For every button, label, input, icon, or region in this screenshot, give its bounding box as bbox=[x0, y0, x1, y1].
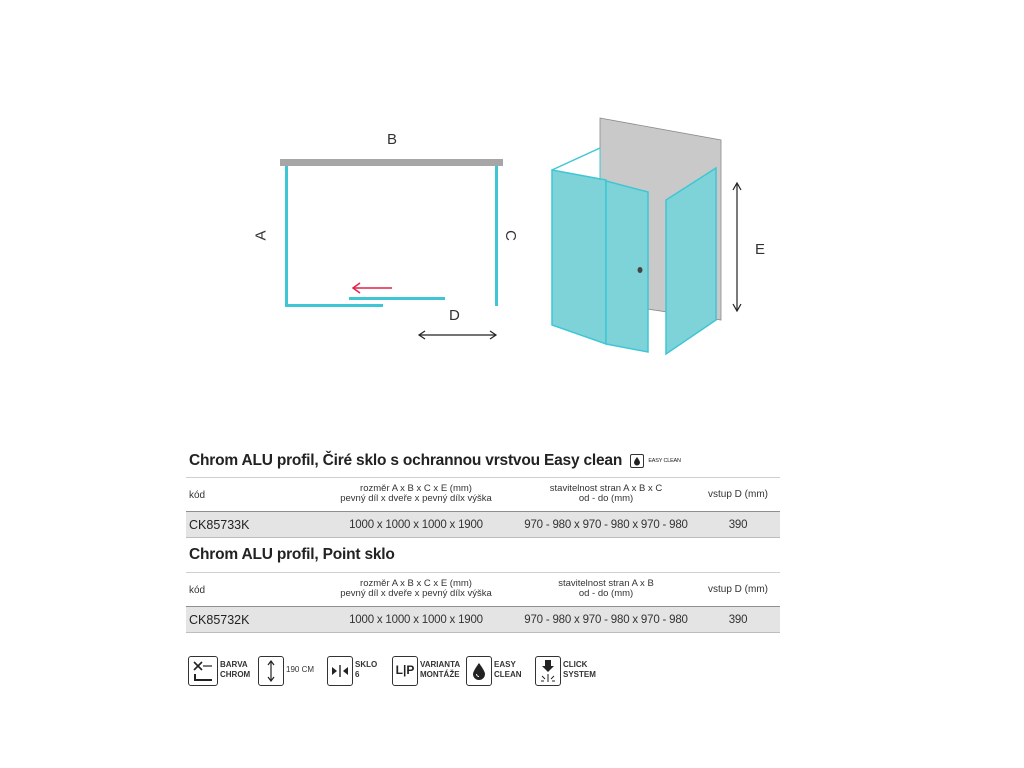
header-entry: vstup D (mm) bbox=[708, 489, 768, 500]
easy-clean-badge-text: EASY CLEAN bbox=[648, 457, 681, 464]
dimension-label-d: D bbox=[449, 307, 460, 324]
left-right-mount-icon bbox=[392, 656, 418, 686]
header-adjust-line1: stavitelnost stran A x B bbox=[558, 578, 654, 589]
dimension-label-e: E bbox=[755, 241, 766, 258]
header-adjust-line2: od - do (mm) bbox=[578, 493, 634, 504]
section1-title-text: Chrom ALU profil, Čiré sklo s ochrannou vrstvou Easy clean bbox=[189, 452, 623, 469]
row-dims: 1000 x 1000 x 1000 x 1900 bbox=[349, 614, 483, 626]
easy-clean-badge-icon bbox=[630, 454, 644, 468]
feature-label-mount-2: MONTÁŽE bbox=[420, 670, 460, 679]
dimension-label-c: C bbox=[501, 230, 519, 241]
feature-label-click-1: CLICK bbox=[563, 660, 588, 669]
bottom-fixed-panel bbox=[285, 304, 383, 307]
header-code: kód bbox=[189, 585, 206, 596]
header-code: kód bbox=[189, 490, 206, 501]
feature-label-height: 190 CM bbox=[286, 665, 315, 674]
chrome-profile-icon bbox=[188, 656, 218, 686]
sliding-door bbox=[349, 297, 445, 300]
row-adjust: 970 - 980 x 970 - 980 x 970 - 980 bbox=[524, 519, 688, 531]
row-entry: 390 bbox=[728, 614, 748, 626]
header-entry: vstup D (mm) bbox=[708, 584, 768, 595]
floor-plan-diagram bbox=[250, 125, 520, 355]
row-code: CK85732K bbox=[189, 613, 250, 627]
dimension-label-b: B bbox=[387, 131, 398, 148]
section2-header-row bbox=[186, 572, 780, 607]
right-side-panel bbox=[666, 168, 716, 354]
header-dims-line2: pevný díl x dveře x pevný dílx výška bbox=[340, 493, 492, 504]
feature-label-color-2: CHROM bbox=[220, 670, 251, 679]
row-entry: 390 bbox=[728, 519, 748, 531]
water-drop-icon bbox=[466, 656, 492, 686]
floor-plan-svg bbox=[250, 125, 520, 355]
section1-header-row bbox=[186, 477, 780, 512]
panel-c bbox=[495, 166, 498, 306]
header-dims-line1: rozměr A x B x C x E (mm) bbox=[360, 483, 472, 494]
table-row bbox=[186, 512, 780, 538]
dimension-label-a: A bbox=[252, 230, 270, 241]
section2-title-text: Chrom ALU profil, Point sklo bbox=[189, 546, 395, 563]
enclosure-svg bbox=[548, 112, 788, 362]
mount-glyph: L|P bbox=[395, 663, 415, 677]
feature-icons-row bbox=[186, 654, 626, 688]
row-code: CK85733K bbox=[189, 518, 250, 532]
feature-label-mount-1: VARIANTA bbox=[420, 660, 461, 669]
top-wall-profile bbox=[280, 159, 503, 166]
enclosure-3d-diagram bbox=[548, 112, 788, 362]
header-adjust-line2: od - do (mm) bbox=[578, 588, 634, 599]
row-adjust: 970 - 980 x 970 - 980 x 970 - 980 bbox=[524, 614, 688, 626]
header-dims-line1: rozměr A x B x C x E (mm) bbox=[360, 578, 472, 589]
feature-label-easy-2: CLEAN bbox=[494, 670, 522, 679]
table-row bbox=[186, 607, 780, 633]
feature-label-click-2: SYSTEM bbox=[563, 670, 596, 679]
feature-label-glass-2: 6 bbox=[355, 670, 360, 679]
section1-title bbox=[189, 452, 681, 470]
click-system-icon bbox=[535, 656, 561, 686]
feature-label-easy-1: EASY bbox=[494, 660, 516, 669]
section2-title bbox=[189, 546, 395, 564]
feature-label-glass-1: SKLO bbox=[355, 660, 378, 669]
header-adjust-line1: stavitelnost stran A x B x C bbox=[549, 483, 663, 494]
section1-table bbox=[186, 477, 780, 538]
door-handle bbox=[638, 267, 643, 273]
height-arrow-icon bbox=[258, 656, 284, 686]
header-dims-line2: pevný díl x dveře x pevný dílx výška bbox=[340, 588, 492, 599]
door-panel bbox=[606, 181, 648, 352]
section2-table bbox=[186, 572, 780, 633]
row-dims: 1000 x 1000 x 1000 x 1900 bbox=[349, 519, 483, 531]
front-fixed-panel bbox=[552, 170, 606, 344]
panel-a bbox=[285, 166, 288, 306]
feature-label-color-1: BARVA bbox=[220, 660, 248, 669]
glass-thickness-icon bbox=[327, 656, 353, 686]
